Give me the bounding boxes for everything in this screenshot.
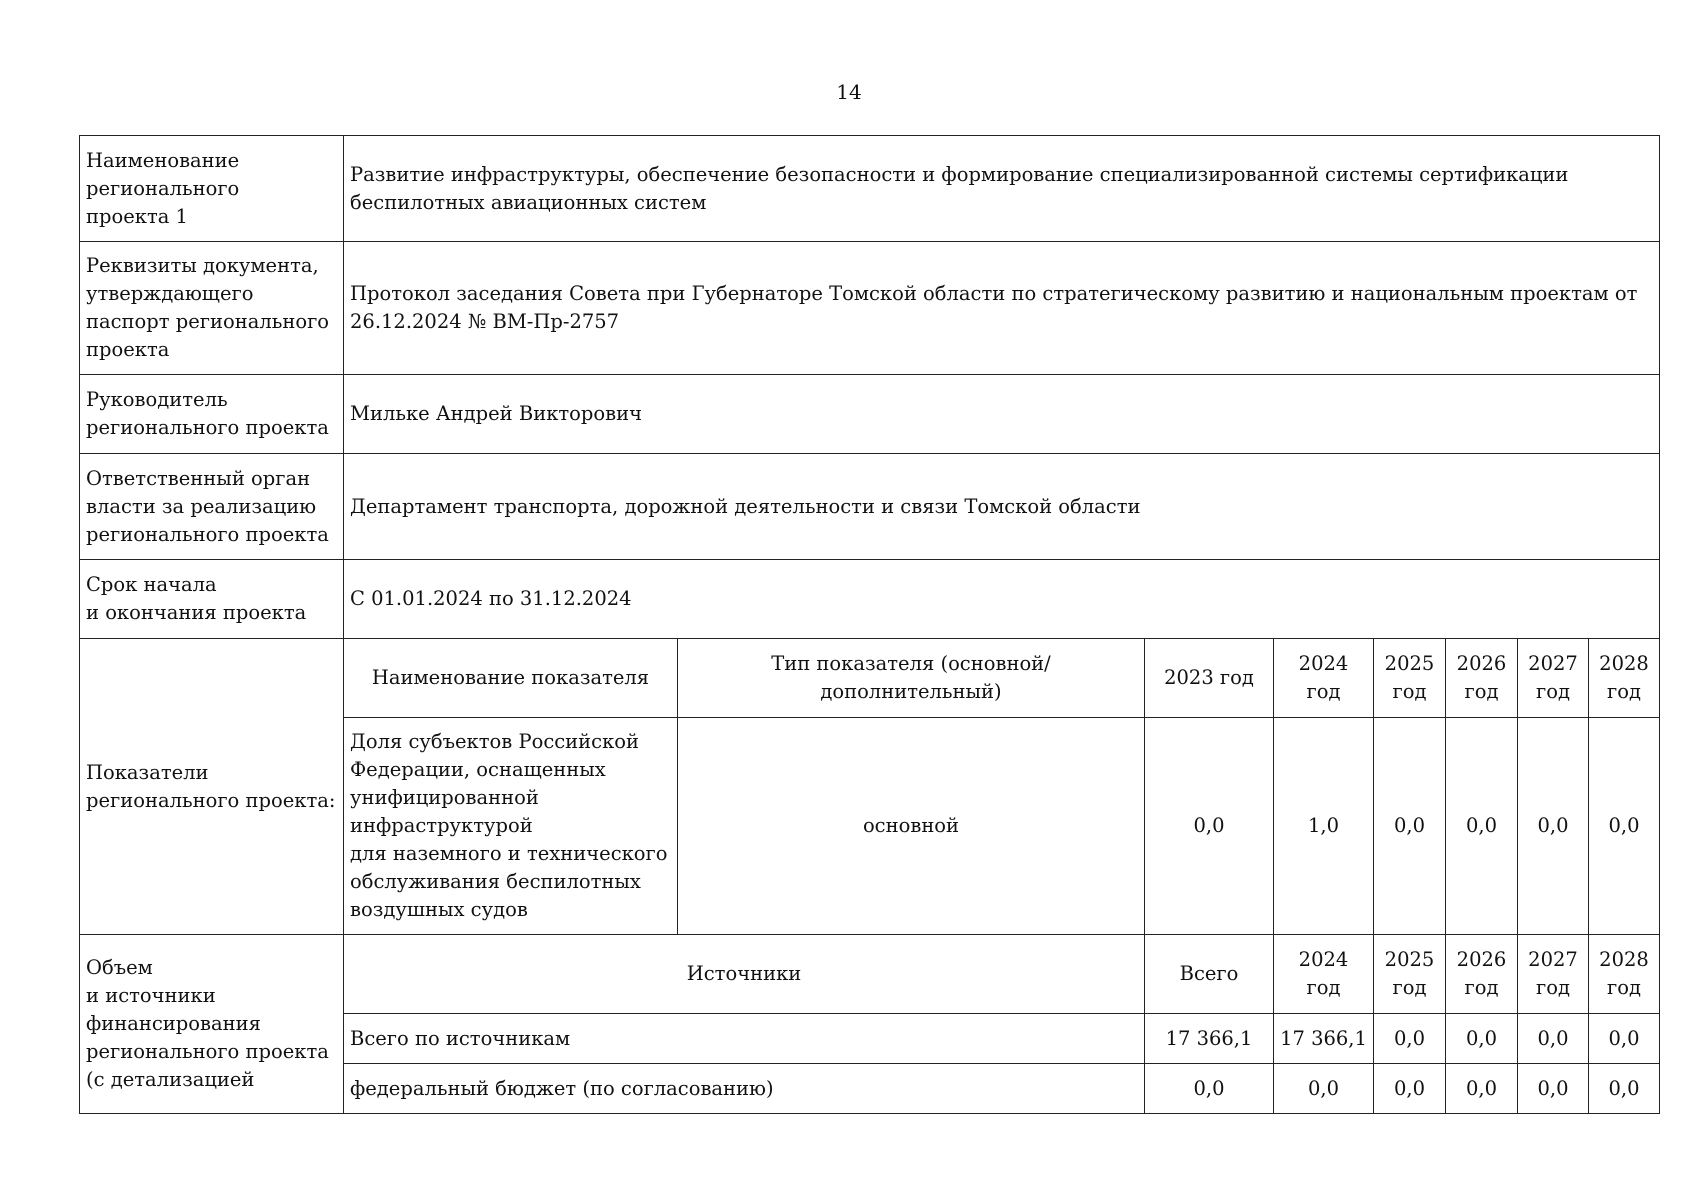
row-project-name (80, 136, 1660, 242)
indicators-label: Показатели регионального проекта: (80, 639, 344, 935)
indicator-2028-header: 2028 год (1589, 639, 1660, 718)
indicator-2025-header: 2025 год (1374, 639, 1446, 718)
row-document (80, 242, 1660, 375)
financing-2026: 0,0 (1446, 1064, 1518, 1114)
financing-total-header: Всего (1145, 935, 1274, 1014)
project-head-value: Мильке Андрей Викторович (344, 375, 1660, 454)
indicator-type: основной (678, 718, 1145, 935)
financing-source-header: Источники (344, 935, 1145, 1014)
row-financing-header (80, 935, 1660, 1014)
indicator-2025-value: 0,0 (1374, 718, 1446, 935)
indicator-name-header: Наименование показателя (344, 639, 678, 718)
indicator-2023-value: 0,0 (1145, 718, 1274, 935)
financing-total: 0,0 (1145, 1064, 1274, 1114)
financing-2027: 0,0 (1518, 1014, 1589, 1064)
financing-total: 17 366,1 (1145, 1014, 1274, 1064)
authority-label: Ответственный орган власти за реализацию регионального проекта (80, 454, 344, 560)
indicator-2027-value: 0,0 (1518, 718, 1589, 935)
page-number: 14 (836, 80, 862, 104)
indicator-2027-header: 2027 год (1518, 639, 1589, 718)
financing-source: федеральный бюджет (по согласованию) (344, 1064, 1145, 1114)
financing-2025: 0,0 (1374, 1014, 1446, 1064)
financing-label: Объем и источники финансирования регионального проекта (с детализацией (80, 935, 344, 1114)
financing-2024: 0,0 (1274, 1064, 1374, 1114)
financing-2024-header: 2024 год (1274, 935, 1374, 1014)
indicator-2026-header: 2026 год (1446, 639, 1518, 718)
financing-source: Всего по источникам (344, 1014, 1145, 1064)
indicator-2024-value: 1,0 (1274, 718, 1374, 935)
indicator-name: Доля субъектов Российской Федерации, оснащенных унифицированной инфраструктурой для наземного и технического обслуживания беспилотных воздушных судов (344, 718, 678, 935)
row-indicators-header (80, 639, 1660, 718)
financing-2028-header: 2028 год (1589, 935, 1660, 1014)
financing-2028: 0,0 (1589, 1064, 1660, 1114)
financing-2025-header: 2025 год (1374, 935, 1446, 1014)
indicator-type-header: Тип показателя (основной/ дополнительный) (678, 639, 1145, 718)
financing-2028: 0,0 (1589, 1014, 1660, 1064)
authority-value: Департамент транспорта, дорожной деятельности и связи Томской области (344, 454, 1660, 560)
document-value: Протокол заседания Совета при Губернаторе Томской области по стратегическому развитию и национальным проектам от 26.12.2024 № ВМ-Пр-2757 (344, 242, 1660, 375)
project-name-label: Наименование регионального проекта 1 (80, 136, 344, 242)
indicator-2023-header: 2023 год (1145, 639, 1274, 718)
row-project-head (80, 375, 1660, 454)
indicator-2026-value: 0,0 (1446, 718, 1518, 935)
document-label: Реквизиты документа, утверждающего паспорт регионального проекта (80, 242, 344, 375)
financing-2024: 17 366,1 (1274, 1014, 1374, 1064)
row-term (80, 560, 1660, 639)
financing-2027-header: 2027 год (1518, 935, 1589, 1014)
indicator-2024-header: 2024 год (1274, 639, 1374, 718)
row-authority (80, 454, 1660, 560)
term-label: Срок начала и окончания проекта (80, 560, 344, 639)
project-passport-table (79, 135, 1660, 1114)
financing-2026-header: 2026 год (1446, 935, 1518, 1014)
project-name-value: Развитие инфраструктуры, обеспечение безопасности и формирование специализированной системы сертификации беспилотных авиационных систем (344, 136, 1660, 242)
financing-2026: 0,0 (1446, 1014, 1518, 1064)
financing-2027: 0,0 (1518, 1064, 1589, 1114)
term-value: С 01.01.2024 по 31.12.2024 (344, 560, 1660, 639)
financing-2025: 0,0 (1374, 1064, 1446, 1114)
project-head-label: Руководитель регионального проекта (80, 375, 344, 454)
indicator-2028-value: 0,0 (1589, 718, 1660, 935)
